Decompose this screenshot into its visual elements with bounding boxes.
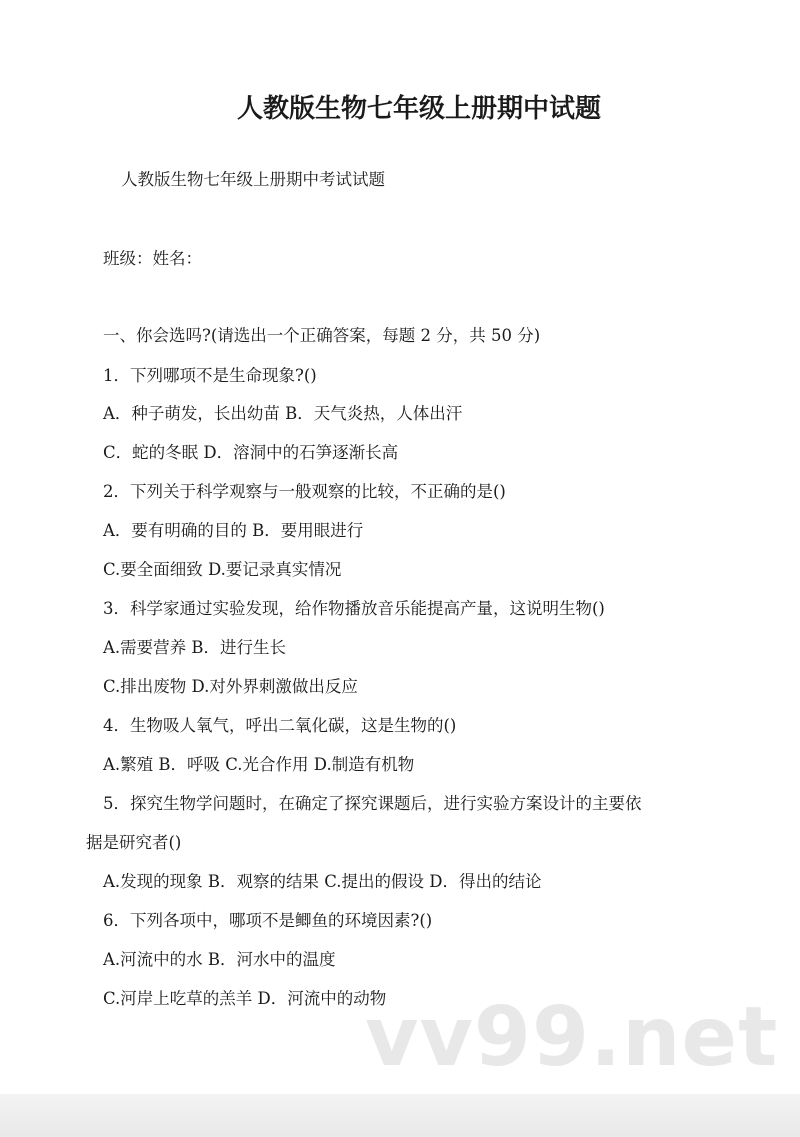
page-bottom-gap: [0, 1094, 800, 1137]
question-5-options: A.发现的现象 B．观察的结果 C.提出的假设 D．得出的结论: [103, 872, 542, 891]
document-title: 人教版生物七年级上册期中试题: [236, 94, 601, 124]
section-heading: 一、你会选吗?(请选出一个正确答案，每题 2 分，共 50 分): [103, 326, 541, 345]
question-2-options-cd: C.要全面细致 D.要记录真实情况: [103, 560, 342, 579]
question-3-options-ab: A.需要营养 B．进行生长: [103, 638, 287, 657]
question-3: 3．科学家通过实验发现，给作物播放音乐能提高产量，这说明生物(): [103, 599, 605, 618]
question-6-options-ab: A.河流中的水 B．河水中的温度: [103, 950, 336, 969]
question-1-options-cd: C．蛇的冬眠 D．溶洞中的石笋逐渐长高: [103, 443, 399, 462]
question-5-continuation: 据是研究者(): [86, 833, 182, 852]
question-4-options: A.繁殖 B．呼吸 C.光合作用 D.制造有机物: [103, 755, 415, 774]
question-1: 1．下列哪项不是生命现象?(): [103, 366, 317, 385]
question-4: 4．生物吸人氧气，呼出二氧化碳，这是生物的(): [103, 716, 457, 735]
question-2-options-ab: A．要有明确的目的 B．要用眼进行: [103, 521, 364, 540]
page-top-margin: [0, 0, 800, 70]
question-3-options-cd: C.排出废物 D.对外界刺激做出反应: [103, 677, 358, 696]
question-5: 5．探究生物学问题时，在确定了探究课题后，进行实验方案设计的主要依: [103, 794, 642, 813]
class-name-line: 班级：姓名：: [103, 249, 202, 268]
question-1-options-ab: A．种子萌发，长出幼苗 B．天气炎热，人体出汗: [103, 404, 463, 423]
question-2: 2．下列关于科学观察与一般观察的比较，不正确的是(): [103, 482, 506, 501]
question-6-options-cd: C.河岸上吃草的羔羊 D．河流中的动物: [103, 989, 387, 1008]
watermark: vv99.net: [365, 990, 779, 1085]
question-6: 6．下列各项中，哪项不是鲫鱼的环境因素?(): [103, 911, 433, 930]
document-subtitle: 人教版生物七年级上册期中考试试题: [121, 170, 385, 189]
